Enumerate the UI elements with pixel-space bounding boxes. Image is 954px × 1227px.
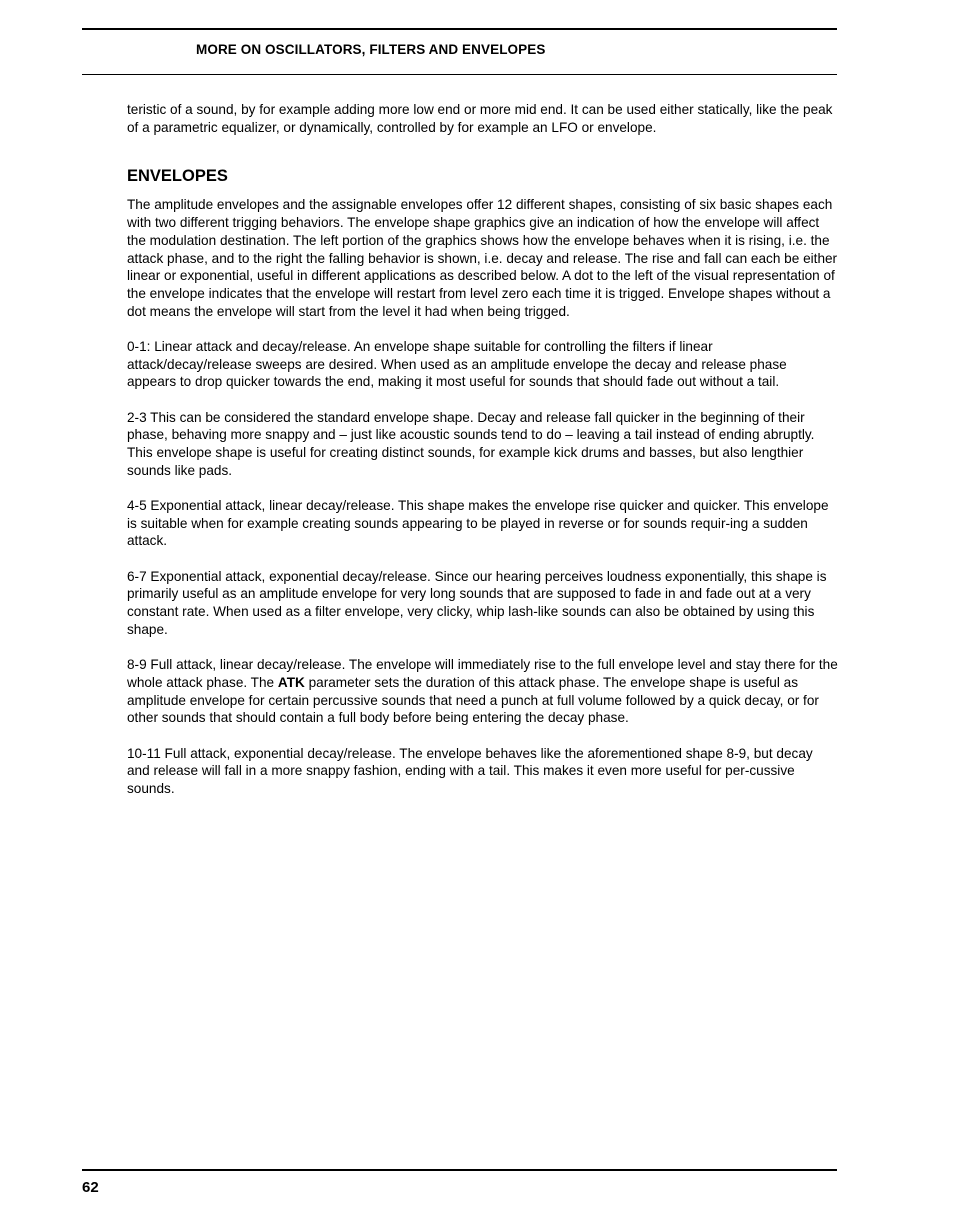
page-body — [127, 101, 839, 815]
paragraph-shape-8-9-part2: parameter sets the duration of this attack phase. The envelope shape is useful as amplitude envelope for certain percussive sounds that need a punch at full volume followed by a quick decay, or for other sounds that should contain a full body before being entering the decay phase. — [127, 674, 819, 726]
intro-paragraph: teristic of a sound, by for example adding more low end or more mid end. It can be used either statically, like the peak of a parametric equalizer, or dynamically, controlled by for example an LFO or envelope. — [127, 102, 833, 135]
paragraph-shape-4-5: 4-5 Exponential attack, linear decay/release. This shape makes the envelope rise quicker and quicker. This envelope is suitable when for example creating sounds appearing to be played in reverse or for sounds requir-ing a sudden attack. — [127, 498, 829, 549]
header-bottom-rule — [82, 74, 837, 75]
page-number: 62 — [82, 1179, 99, 1196]
section-heading-envelopes: ENVELOPES — [127, 167, 228, 186]
atk-parameter-label: ATK — [277, 674, 305, 690]
header-top-rule — [82, 28, 837, 30]
paragraph-envelope-overview: The amplitude envelopes and the assignable envelopes offer 12 different shapes, consisting of six basic shapes each with two different trigging behaviors. The envelope shape graphics give an indication of how the envelope will affect the modulation destination. The left portion of the graphics shows how the envelope behaves when it is rising, i.e. the attack phase, and to the right the falling behavior is shown, i.e. decay and release. The rise and fall can each be either linear or exponential, useful in different applications as described below. A dot to the left of the visual representation of the envelope indicates that the envelope will restart from level zero each time it is trigged. Envelope shapes without a dot means the envelope will start from the level it had when being trigged. — [127, 197, 838, 319]
paragraph-shape-10-11: 10-11 Full attack, exponential decay/release. The envelope behaves like the aforementioned shape 8-9, but decay and release will fall in a more snappy fashion, ending with a tail. This makes it even more useful for per-cussive sounds. — [127, 745, 813, 796]
paragraph-shape-2-3: 2-3 This can be considered the standard envelope shape. Decay and release fall quicker in the beginning of their phase, behaving more snappy and – just like acoustic sounds tend to do – leaving a tail instead of ending abruptly. This envelope shape is useful for creating distinct sounds, for example kick drums and basses, but also lengthier sounds like pads. — [127, 409, 815, 478]
running-header-title: MORE ON OSCILLATORS, FILTERS AND ENVELOPES — [196, 42, 546, 57]
paragraph-shape-0-1: 0-1: Linear attack and decay/release. An envelope shape suitable for controlling the filters if linear attack/decay/release sweeps are desired. When used as an amplitude envelope the decay and release phase appears to drop quicker towards the end, making it most useful for sounds that should fade out without a tail. — [127, 338, 787, 390]
paragraph-shape-6-7: 6-7 Exponential attack, exponential decay/release. Since our hearing perceives loudness exponentially, this shape is primarily useful as an amplitude envelope for very long sounds that are supposed to fade in and fade out at a very constant rate. When used as a filter envelope, very clicky, whip lash-like sounds can also be obtained by using this shape. — [127, 568, 827, 637]
paragraph-shape-8-9-part1: 8-9 Full attack, linear decay/release. The envelope will immediately rise to the full envelope level and stay there for the whole attack phase. The — [127, 657, 838, 690]
footer-rule — [82, 1169, 837, 1171]
paragraph-shape-8-9 — [127, 656, 839, 727]
